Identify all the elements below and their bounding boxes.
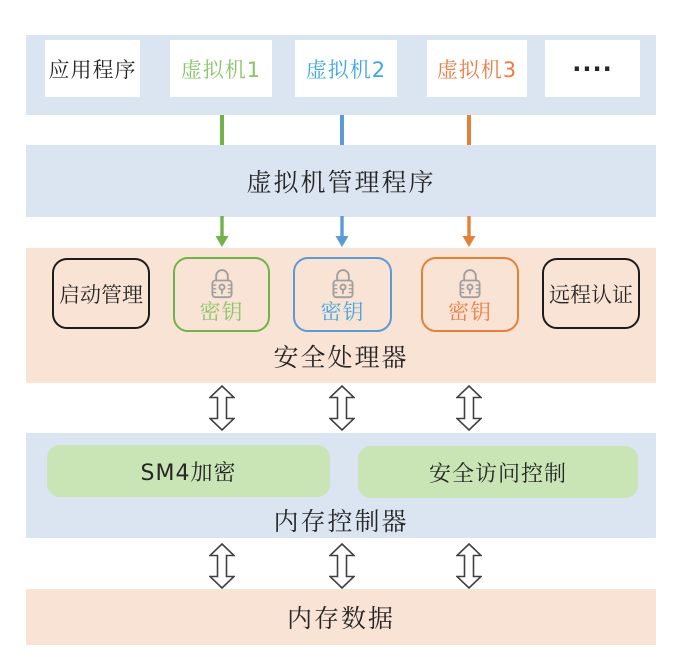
arrow-up-down-icon <box>329 543 355 590</box>
memory-controller-title: 内存控制器 <box>273 507 409 536</box>
vm3-box: 虚拟机3 <box>427 40 527 97</box>
vm1-connector-line <box>220 115 224 146</box>
vm3-key-box <box>421 257 519 332</box>
sm4-encryption-module: SM4加密 <box>47 445 330 497</box>
arrow-up-down-icon <box>209 385 235 432</box>
key-label: 密钥 <box>448 300 492 324</box>
lock-icon <box>328 266 358 300</box>
memory-controller-band <box>26 433 656 538</box>
vm2-key-box <box>293 257 392 332</box>
vm1-box: 虚拟机1 <box>170 40 272 97</box>
key-label: 密钥 <box>199 300 244 324</box>
key-label: 密钥 <box>320 300 365 324</box>
vm1-key-arrow-down-icon <box>215 216 229 247</box>
vm2-connector-line <box>340 115 344 146</box>
vm2-box: 虚拟机2 <box>295 40 397 97</box>
hypervisor-band <box>26 145 656 217</box>
vm2-key-arrow-down-icon <box>335 216 349 247</box>
boot-management-box: 启动管理 <box>52 258 150 329</box>
security-processor-title: 安全处理器 <box>273 343 409 372</box>
arrow-up-down-icon <box>456 385 482 432</box>
memory-data-band <box>26 589 656 645</box>
vm1-key-box <box>173 257 270 332</box>
application-program-box: 应用程序 <box>45 40 140 97</box>
security-processor-band <box>26 248 656 383</box>
more-vms-box: ···· <box>545 40 640 97</box>
arrow-up-down-icon <box>209 543 235 590</box>
lock-icon <box>455 266 485 300</box>
remote-attestation-box: 远程认证 <box>542 258 640 329</box>
arrow-up-down-icon <box>456 543 482 590</box>
vm3-connector-line <box>467 115 471 146</box>
applications-band <box>26 35 656 115</box>
vm3-key-arrow-down-icon <box>462 216 476 247</box>
memory-data-title: 内存数据 <box>286 604 395 633</box>
lock-icon <box>207 266 237 300</box>
hypervisor-title: 虚拟机管理程序 <box>246 168 436 197</box>
secure-access-control-module: 安全访问控制 <box>358 446 638 498</box>
arrow-up-down-icon <box>329 385 355 432</box>
